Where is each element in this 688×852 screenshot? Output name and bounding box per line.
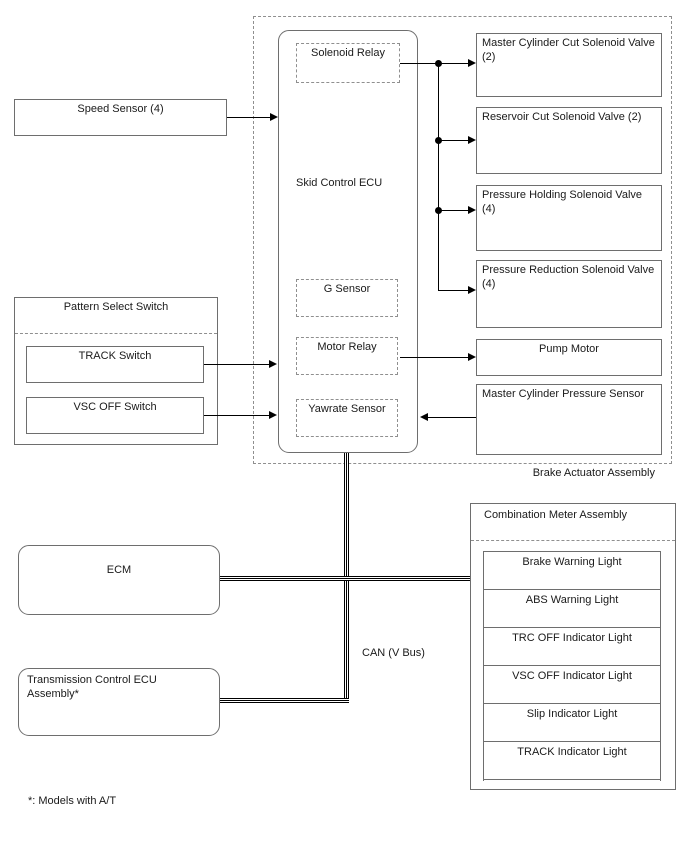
track-indicator-light-label: TRACK Indicator Light [517, 746, 627, 758]
brake-actuator-label: Brake Actuator Assembly [532, 467, 655, 479]
pressure-sensor-arrow-icon [420, 413, 428, 421]
g-sensor-label: G Sensor [323, 283, 371, 295]
junction-dot [435, 207, 442, 214]
master-cylinder-cut-valve-label: Master Cylinder Cut Solenoid Valve (2) [482, 37, 655, 63]
skid-control-ecu-label: Skid Control ECU [296, 177, 383, 189]
ecm-label: ECM [106, 564, 132, 576]
speed-sensor-label: Speed Sensor (4) [77, 103, 164, 115]
pressure-reduction-valve-box [476, 260, 662, 328]
pump-motor-line [400, 357, 468, 358]
can-bus-transmission-horizontal [220, 698, 349, 703]
junction-dot [435, 60, 442, 67]
solenoid-branch-line [438, 63, 439, 291]
combination-meter-divider [471, 540, 675, 541]
master-cylinder-cut-valve-box [476, 33, 662, 97]
pressure-holding-valve-box [476, 185, 662, 251]
meter-light-row [484, 742, 660, 780]
motor-relay-box [296, 337, 398, 375]
meter-light-row [484, 666, 660, 704]
vsc-off-switch-label: VSC OFF Switch [73, 401, 157, 413]
mc-cut-valve-arrow-icon [468, 59, 476, 67]
mc-cut-valve-line [438, 63, 468, 64]
track-switch-label: TRACK Switch [78, 350, 152, 362]
pump-motor-arrow-icon [468, 353, 476, 361]
track-switch-line [204, 364, 269, 365]
meter-light-row [484, 704, 660, 742]
pattern-select-divider [15, 333, 217, 334]
pressure-reduction-valve-label: Pressure Reduction Solenoid Valve (4) [482, 264, 655, 290]
solenoid-relay-label: Solenoid Relay [311, 47, 385, 59]
combination-meter-label: Combination Meter Assembly [484, 509, 628, 521]
slip-indicator-light-label: Slip Indicator Light [526, 708, 618, 720]
pattern-select-switch-label: Pattern Select Switch [63, 301, 169, 313]
pressure-holding-valve-label: Pressure Holding Solenoid Valve (4) [482, 189, 642, 215]
reservoir-cut-valve-box [476, 107, 662, 174]
ecm-box [18, 545, 220, 615]
junction-dot [435, 137, 442, 144]
yawrate-sensor-box [296, 399, 398, 437]
solenoid-relay-box [296, 43, 400, 83]
g-sensor-box [296, 279, 398, 317]
yawrate-sensor-label: Yawrate Sensor [308, 403, 386, 415]
vsc-off-indicator-light-label: VSC OFF Indicator Light [512, 670, 632, 682]
speed-sensor-arrow-icon [270, 113, 278, 121]
trc-off-indicator-light-label: TRC OFF Indicator Light [512, 632, 632, 644]
master-cylinder-pressure-sensor-label: Master Cylinder Pressure Sensor [482, 388, 645, 400]
reservoir-valve-line [438, 140, 468, 141]
reservoir-valve-arrow-icon [468, 136, 476, 144]
skid-control-ecu-box [278, 30, 418, 453]
holding-valve-line [438, 210, 468, 211]
meter-lights-stack [483, 551, 661, 781]
brake-warning-light-label: Brake Warning Light [522, 556, 622, 568]
transmission-ecu-box [18, 668, 220, 736]
can-bus-ecm-horizontal [220, 576, 470, 581]
meter-light-row [484, 552, 660, 590]
vsc-off-switch-arrow-icon [269, 411, 277, 419]
holding-valve-arrow-icon [468, 206, 476, 214]
pressure-sensor-line [428, 417, 476, 418]
pump-motor-label: Pump Motor [539, 343, 599, 355]
track-switch-arrow-icon [269, 360, 277, 368]
motor-relay-label: Motor Relay [317, 341, 377, 353]
reservoir-cut-valve-label: Reservoir Cut Solenoid Valve (2) [482, 111, 642, 123]
speed-sensor-line [227, 117, 270, 118]
abs-warning-light-label: ABS Warning Light [525, 594, 619, 606]
reduction-valve-line [438, 290, 468, 291]
master-cylinder-pressure-sensor-box [476, 384, 662, 455]
speed-sensor-box [14, 99, 227, 136]
pump-motor-box [476, 339, 662, 376]
meter-light-row [484, 590, 660, 628]
reduction-valve-arrow-icon [468, 286, 476, 294]
vsc-off-switch-box [26, 397, 204, 434]
footnote: *: Models with A/T [28, 795, 117, 807]
track-switch-box [26, 346, 204, 383]
meter-light-row [484, 628, 660, 666]
can-bus-label: CAN (V Bus) [362, 647, 425, 659]
vsc-off-switch-line [204, 415, 269, 416]
solenoid-relay-line [400, 63, 438, 64]
transmission-ecu-label: Transmission Control ECU Assembly* [27, 674, 157, 700]
